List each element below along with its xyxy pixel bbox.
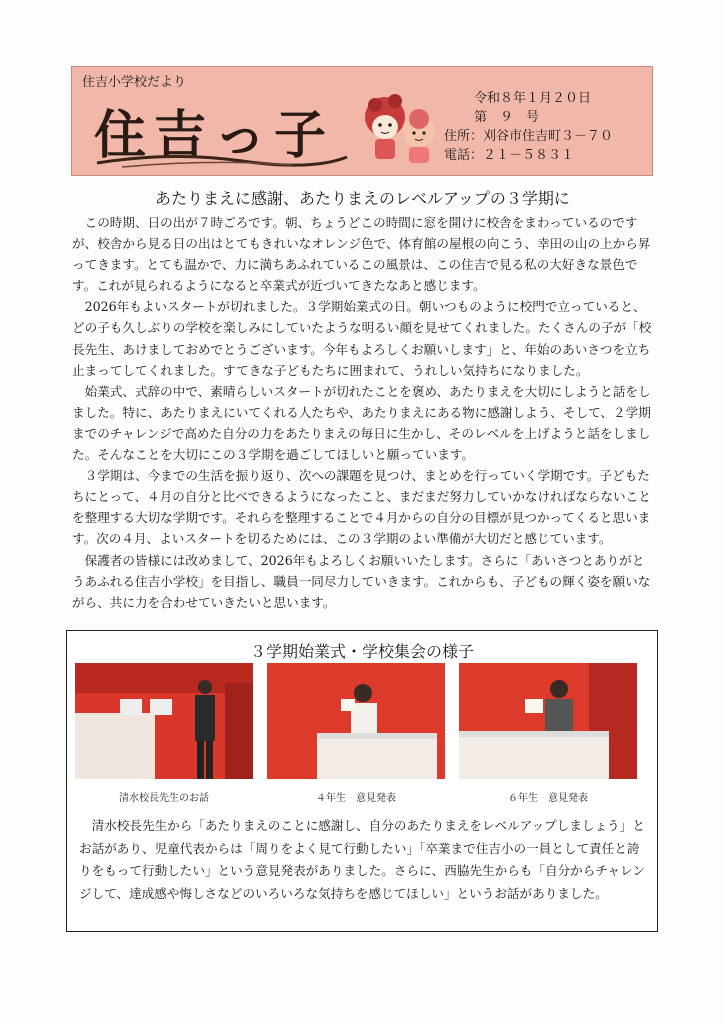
newsletter-subtitle: 住吉小学校だより — [82, 75, 187, 90]
paragraph: 保護者の皆様には改めまして、2026年もよろしくお願いいたします。さらに「あいさつとありがとうあふれる住吉小学校」を目指し、職員一同尽力していきます。これからも、子どもの輝く姿を願いながら、共に力を合わせていきたいと思います。 — [72, 552, 651, 610]
section-paragraph: 清水校長先生から「あたりまえのことに感謝し、自分のあたりまえをレベルアップしましょう」とお話があり、児童代表からは「周りをよく見て行動したい」「卒業まで住吉小の一員として責任と誇りをもって行動したい」という意見発表がありました。さらに、西脇先生からも「自分からチャレンジして、達成感や悔しさなどのいろいろな気持ちを感じてほしい」というお話がありました。 — [79, 818, 646, 901]
section-title: ３学期始業式・学校集会の様子 — [249, 642, 474, 661]
photo-grade4 — [267, 663, 445, 779]
photo-caption: 清水校長先生のお話 — [119, 793, 209, 804]
paragraph: 始業式、式辞の中で、素晴らしいスタートが切れたことを褒め、あたりまえを大切にしようと話をしました。特に、あたりまえにいてくれる人たちや、あたりまえにある物に感謝しよう、そして、２学期までのチャレンジで高めた自分の力をあたりまえの毎日に生かし、そのレベルを上げようと話をしました。そんなことを大切にこの３学期を過ごしてほしいと願っています。 — [72, 383, 651, 463]
issue-date: 令和８年１月２０日 — [474, 91, 592, 106]
school-address: 住所：刈谷市住吉町３－７０ — [444, 129, 614, 144]
brush-swoosh-icon — [92, 149, 352, 171]
issue-info — [444, 89, 613, 165]
photo-caption: ４年生 意見発表 — [316, 793, 396, 804]
photo-principal-image — [75, 663, 253, 779]
paragraph: ３学期は、今までの生活を振り返り、次への課題を見つけ、まとめを行っていく学期です。子どもたちにとって、４月の自分と比べできるようになったこと、まだまだ努力していかなければならないことを整理する大切な学期です。それらを整理することで４月からの自分の目標が見つかってくると思います。次の４月、よいスタートを切るためには、この３学期のよい準備が大切だと感じています。 — [72, 468, 651, 547]
issue-number: 第 ９ 号 — [474, 110, 540, 125]
photo-grade4-image — [267, 663, 445, 779]
article-body — [72, 212, 656, 613]
paragraph: この時期、日の出が７時ごろです。朝、ちょうどこの時間に窓を開けに校舎をまわっているのですが、校舎から見る日の出はとてもきれいなオレンジ色で、体育館の屋根の向こう、幸田の山の上から昇ってきます。とても温かで、力に満ちあふれているこの風景は、この住吉で見る私の大好きな景色です。これが見られるようになると卒業式が近づいてきたなあと感じます。 — [72, 215, 651, 294]
article-headline: あたりまえに感謝、あたりまえのレベルアップの３学期に — [155, 189, 570, 208]
school-phone: 電話：２１－５８３１ — [444, 148, 575, 163]
mascot-icon — [357, 87, 447, 167]
photo-principal — [75, 663, 253, 779]
newsletter-title: 住吉っ子 — [94, 105, 335, 166]
event-report-box — [66, 630, 658, 932]
photo-grade6 — [459, 663, 637, 779]
masthead — [71, 66, 653, 176]
photo-grade6-image — [459, 663, 637, 779]
photo-caption: ６年生 意見発表 — [508, 793, 588, 804]
section-body — [79, 815, 649, 905]
paragraph: 2026年もよいスタートが切れました。３学期始業式の日。朝いつものように校門で立っていると、どの子も久しぶりの学校を楽しみにしていたような明るい顔を見せてくれました。たくさんの子が「校長先生、あけましておめでとうございます。今年もよろしくお願いします」と、年始のあいさつを立ち止まってしてくれました。すてきな子どもたちに囲まれて、うれしい気持ちになりました。 — [72, 299, 652, 378]
